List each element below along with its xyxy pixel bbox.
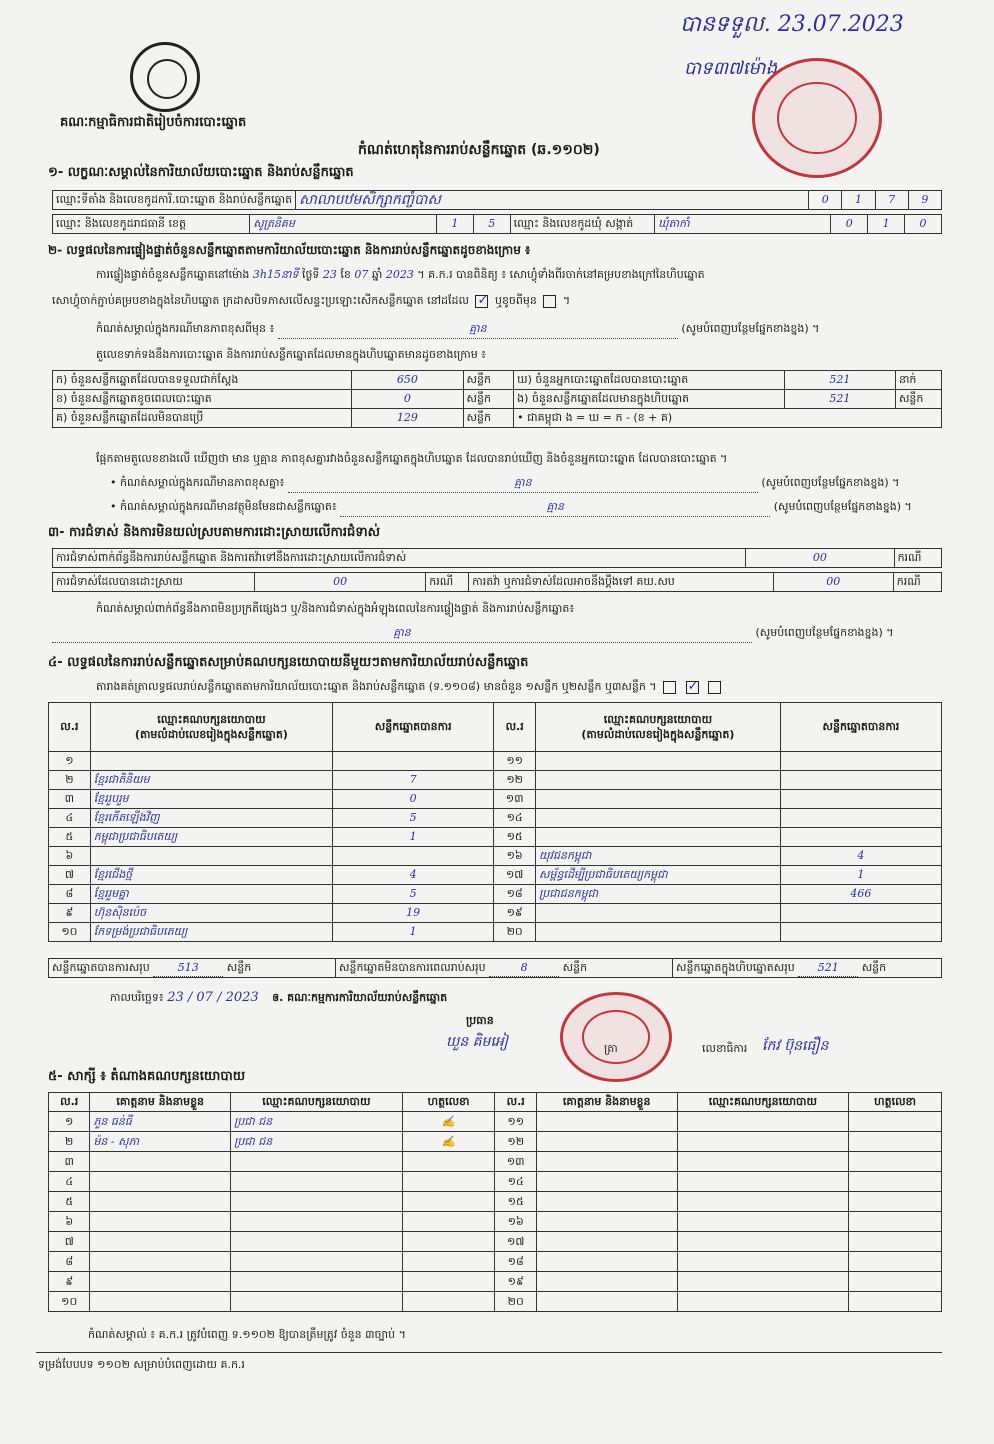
- result-no-right: ១៦: [494, 847, 536, 866]
- verification-line: ការផ្ទៀងផ្ទាត់ចំនួនសន្លឹកឆ្នោតនៅម៉ោង 3h15នាទី ថ្ងៃទី 23 ខែ 07 ឆ្នាំ 2023 ។ គ.ក.រ បានពិនិត្យ ៖ សោហ្វុំទាំងពីរចាក់នៅគម្របខាងក្រៅនៃហិបឆ្នោត: [96, 268, 705, 281]
- voters-label: ឃ) ចំនួនអ្នកបោះឆ្នោតដែលបានបោះឆ្នោត: [514, 371, 785, 390]
- result-party: [90, 752, 332, 771]
- witness-no: ៦: [49, 1212, 90, 1232]
- result-row: [49, 847, 942, 866]
- commune-code-3: 0: [905, 215, 942, 234]
- witness-row: [49, 1112, 942, 1132]
- two-sheet-checkbox[interactable]: [686, 681, 699, 694]
- difference-note2-line: • កំណត់សម្គាល់ក្នុងករណីមានភាពខុសគ្នា៖ គ្មាន (សូមបំពេញបន្ថែមផ្នែកខាងខ្នង) ។: [110, 476, 940, 493]
- unchanged-checkbox[interactable]: [475, 295, 488, 308]
- witness-name: ម៉ន - សុភា: [90, 1132, 231, 1152]
- witness-no: ២: [49, 1132, 90, 1152]
- result-party: ខ្មែររួមគ្នា: [90, 885, 332, 904]
- witness-signature-right: [849, 1292, 942, 1312]
- witness-no: ៧: [49, 1232, 90, 1252]
- three-sheet-checkbox[interactable]: [708, 681, 721, 694]
- result-no: ៩: [49, 904, 91, 923]
- witness-party-right: [677, 1192, 849, 1212]
- received-date-handwriting: បានទទួល. 23.07.2023: [680, 12, 904, 37]
- witness-party-right: [677, 1212, 849, 1232]
- result-party-right: [536, 904, 781, 923]
- witness-signature-right: [849, 1152, 942, 1172]
- section1-table: [52, 190, 942, 210]
- col-votes-right: សន្លឹកឆ្នោតបានការ: [780, 703, 941, 752]
- section4-heading: ៤- លទ្ធផលនៃការរាប់សន្លឹកឆ្នោតសម្រាប់គណបក្សនយោបាយនីមួយៗតាមការិយាល័យរាប់សន្លឹកឆ្នោត: [48, 655, 529, 670]
- witness-row: [49, 1132, 942, 1152]
- witness-party-right: [677, 1112, 849, 1132]
- result-no: ១: [49, 752, 91, 771]
- in-box-value: 521: [784, 390, 895, 409]
- witness-row: [49, 1272, 942, 1292]
- broken-checkbox[interactable]: [543, 295, 556, 308]
- witness-name-right: [536, 1152, 677, 1172]
- witness-name: [90, 1212, 231, 1232]
- location-value: សាលាបឋមសិក្សាកញ្ចំបាស: [296, 191, 809, 210]
- result-votes: 1: [333, 828, 494, 847]
- commune-code-2: 1: [868, 215, 905, 234]
- result-party: ខ្មែរកើតឡើងវិញ: [90, 809, 332, 828]
- result-votes: 4: [333, 866, 494, 885]
- result-no: ៦: [49, 847, 91, 866]
- witness-name: [90, 1272, 231, 1292]
- witness-no-right: ១២: [495, 1132, 536, 1152]
- witness-row: [49, 1152, 942, 1172]
- witness-no-right: ១៧: [495, 1232, 536, 1252]
- result-no: ៧: [49, 866, 91, 885]
- witness-no: ៣: [49, 1152, 90, 1172]
- total-invalid-cell: សន្លឹកឆ្នោតមិនបានការពេលរាប់សរុប 8 សន្លឹក: [336, 959, 673, 978]
- result-party-right: [536, 771, 781, 790]
- witness-signature-right: [849, 1112, 942, 1132]
- result-party: ខ្មែររួបរួម: [90, 790, 332, 809]
- witness-row: [49, 1212, 942, 1232]
- witness-signature: [402, 1252, 495, 1272]
- result-party: ខ្មែរជើងថ្មី: [90, 866, 332, 885]
- witness-name: [90, 1172, 231, 1192]
- committee-red-stamp-icon: [560, 992, 672, 1082]
- result-row: [49, 866, 942, 885]
- one-sheet-checkbox[interactable]: [663, 681, 676, 694]
- witness-party: [231, 1272, 403, 1292]
- date-line: កាលបរិច្ឆេទ៖ 23 / 07 / 2023 ឲ. គណៈកម្មការការិយាល័យរាប់សន្លឹកឆ្នោត: [110, 990, 448, 1005]
- witness-signature: [402, 1152, 495, 1172]
- witness-no-right: ១៤: [495, 1172, 536, 1192]
- chair-label: ប្រធាន: [466, 1014, 494, 1027]
- result-votes: 1: [333, 923, 494, 942]
- result-votes-right: 1: [780, 866, 941, 885]
- section1-heading: ១- លក្ខណៈសម្គាល់នៃការិយាល័យបោះឆ្នោត និងរាប់សន្លឹកឆ្នោត: [48, 165, 354, 180]
- witness-party: [231, 1252, 403, 1272]
- result-no-right: ១៥: [494, 828, 536, 847]
- witness-name-right: [536, 1192, 677, 1212]
- witness-party: [231, 1212, 403, 1232]
- foreign-object-note-line: • កំណត់សម្គាល់ក្នុងករណីមានវត្ថុមិនមែនជាសន្លឹកឆ្នោត៖ គ្មាន (សូមបំពេញបន្ថែមផ្នែកខាងខ្នង) ។: [110, 500, 940, 517]
- result-row: [49, 752, 942, 771]
- col-no-right: ល.រ: [494, 703, 536, 752]
- result-no-right: ១៨: [494, 885, 536, 904]
- result-party: [90, 847, 332, 866]
- result-votes: 5: [333, 885, 494, 904]
- chair-name: ឃួន គិមអៀ: [446, 1034, 508, 1050]
- province-code-1: 1: [436, 215, 473, 234]
- result-party-right: យុវជនកម្ពុជា: [536, 847, 781, 866]
- section2-heading: ២- លទ្ធផលនៃការផ្ទៀងផ្ទាត់ចំនួនសន្លឹកឆ្នោតតាមការិយាល័យបោះឆ្នោត និងការរាប់សន្លឹកឆ្នោតដូចខាងក្រោម ៖: [48, 243, 531, 257]
- witness-table: ល.រ គោត្តនាម និងនាមខ្លួន ឈ្មោះគណបក្សនយោបាយ ហត្ថលេខា ល.រ គោត្តនាម និងនាមខ្លួន ឈ្មោះគណបក្សនយោបាយ ហត្ថលេខា ១ ភួន ធន់ធី ប្រជា ជន ✍ ១១ ២ ម៉ន - សុភា ប្រជា ជន ✍ ១២ ៣ ១៣ ៤ ១៤ ៥ ១៥ ៦ ១៦ ៧ ១៧ ៨ ១៨ ៩ ១៩ ១០ ២០: [48, 1092, 942, 1312]
- witness-name: [90, 1232, 231, 1252]
- section5-heading: ៥- សាក្សី ៖ តំណាងគណបក្សនយោបាយ: [48, 1069, 246, 1084]
- witness-no-right: ២០: [495, 1292, 536, 1312]
- result-no: ១០: [49, 923, 91, 942]
- result-no-right: ២០: [494, 923, 536, 942]
- totals-table: [48, 958, 942, 978]
- witness-party: [231, 1152, 403, 1172]
- witness-signature-right: [849, 1252, 942, 1272]
- foreign-object-note-value: គ្មាន: [340, 500, 770, 517]
- witness-signature: [402, 1172, 495, 1192]
- witness-party-right: [677, 1132, 849, 1152]
- witness-party: [231, 1172, 403, 1192]
- seal-check-line: សោហ្វុំចាក់ភ្ជាប់គម្របខាងក្នុងនៃហិបឆ្នោត ក្រដាសបិទភាសលើសន្ទះប្រឡោះសើកសន្លឹកឆ្នោត នៅដដែល ✓ ឬខូចពីមុន ។: [52, 294, 942, 310]
- spoiled-label: ខ) ចំនួនសន្លឹកឆ្នោតខូចពេលបោះឆ្នោត: [53, 390, 352, 409]
- verification-year: 2023: [385, 268, 414, 281]
- resolved-label: ការជំទាស់ដែលបានដោះស្រាយ: [53, 573, 255, 592]
- result-party-right: សម្ព័ន្ធដើម្បីប្រជាធិបតេយ្យកម្ពុជា: [536, 866, 781, 885]
- witness-no: ៩: [49, 1272, 90, 1292]
- witness-row: [49, 1292, 942, 1312]
- witness-name-right: [536, 1172, 677, 1192]
- result-party-right: [536, 809, 781, 828]
- unused-value: 129: [352, 409, 463, 428]
- witness-signature-right: [849, 1192, 942, 1212]
- commune-code-1: 0: [831, 215, 868, 234]
- witness-name-right: [536, 1232, 677, 1252]
- result-no: ២: [49, 771, 91, 790]
- sign-mark: ត្រា: [604, 1042, 618, 1055]
- witness-name: [90, 1292, 231, 1312]
- witness-signature: [402, 1232, 495, 1252]
- result-votes-right: [780, 828, 941, 847]
- witness-no: ១: [49, 1112, 90, 1132]
- province-code-2: 5: [473, 215, 510, 234]
- section1-table-row2: [52, 214, 942, 234]
- witness-party-right: [677, 1232, 849, 1252]
- committee-label: ឲ. គណៈកម្មការការិយាល័យរាប់សន្លឹកឆ្នោត: [272, 991, 448, 1004]
- received-time-handwriting: បាទ៣៧ម៉ោង: [684, 58, 777, 79]
- witness-row: [49, 1252, 942, 1272]
- witness-no-right: ១៣: [495, 1152, 536, 1172]
- witness-name-right: [536, 1132, 677, 1152]
- resolved-value: 00: [254, 573, 425, 592]
- section4-intro: តារាងគត់ត្រាលទ្ធផលរាប់សន្លឹកឆ្នោតតាមការិយាល័យបោះឆ្នោត និងរាប់សន្លឹកឆ្នោត (ទ.១១០៨) មានចំនួន ១សន្លឹក ឬ២សន្លឹក ឬ៣សន្លឹក ។ ✓: [96, 680, 946, 696]
- national-election-committee-seal-icon: [130, 42, 200, 112]
- result-votes-right: [780, 752, 941, 771]
- footer-divider: [36, 1352, 942, 1353]
- objections-label: ការជំទាស់ពាក់ព័ន្ធនឹងការរាប់សន្លឹកឆ្នោត និងការតវ៉ាទៅនឹងការដោះស្រាយលើការជំទាស់: [53, 549, 746, 568]
- total-box-cell: សន្លឹកឆ្នោតក្នុងហិបឆ្នោតសរុប 521 សន្លឹក: [673, 959, 942, 978]
- difference-note-line: កំណត់សម្គាល់ក្នុងករណីមានភាពខុសពីមុន ៖ គ្មាន (សូមបំពេញបន្ថែមផ្នែកខាងខ្នង) ។: [96, 322, 946, 339]
- objections-table-row2: ការជំទាស់ដែលបានដោះស្រាយ 00 ករណី ការតវ៉ា ឬការជំទាស់ដែលអាចនឹងប្តឹងទៅ គឃ.សប 00 ករណី: [52, 572, 942, 592]
- difference-note-value: គ្មាន: [278, 322, 678, 339]
- result-votes-right: [780, 790, 941, 809]
- secretary-name: កែវ ប៊ុនធឿន: [762, 1038, 829, 1054]
- witness-signature: [402, 1212, 495, 1232]
- party-results-table: [48, 702, 942, 942]
- received-label: ក) ចំនួនសន្លឹកឆ្នោតដែលបានទទួលជាក់ស្តែង: [53, 371, 352, 390]
- result-no: ៣: [49, 790, 91, 809]
- result-votes-right: [780, 904, 941, 923]
- col-party-right: ឈ្មោះគណបក្សនយោបាយ (តាមលំដាប់លេខរៀងក្នុងសន្លឹកឆ្នោត): [536, 703, 781, 752]
- result-no-right: ១២: [494, 771, 536, 790]
- difference-note2-value: គ្មាន: [288, 476, 758, 493]
- witness-party: [231, 1292, 403, 1312]
- result-votes-right: [780, 923, 941, 942]
- witness-name-right: [536, 1272, 677, 1292]
- verification-month: 07: [354, 268, 369, 281]
- witness-party-right: [677, 1272, 849, 1292]
- witness-name-right: [536, 1112, 677, 1132]
- witness-no-right: ១១: [495, 1112, 536, 1132]
- result-party: ហ៊ុនស៊ិនប៉េច: [90, 904, 332, 923]
- witness-no: ៤: [49, 1172, 90, 1192]
- result-row: [49, 885, 942, 904]
- result-no: ៥: [49, 828, 91, 847]
- result-no-right: ១៩: [494, 904, 536, 923]
- result-row: [49, 828, 942, 847]
- secretary-label: លេខាធិការ: [702, 1042, 748, 1055]
- result-party: កម្ពុជាប្រជាធិបតេយ្យ: [90, 828, 332, 847]
- witness-party: [231, 1232, 403, 1252]
- witness-party: ប្រជា ជន: [231, 1132, 403, 1152]
- result-no-right: ១៧: [494, 866, 536, 885]
- witness-name: ភួន ធន់ធី: [90, 1112, 231, 1132]
- voters-value: 521: [784, 371, 895, 390]
- result-row: [49, 771, 942, 790]
- result-votes-right: 466: [780, 885, 941, 904]
- result-no: ៨: [49, 885, 91, 904]
- result-no: ៤: [49, 809, 91, 828]
- witness-row: [49, 1172, 942, 1192]
- location-code-3: 7: [875, 191, 908, 210]
- result-votes-right: 4: [780, 847, 941, 866]
- province-value: សូត្រនិគម: [250, 215, 437, 234]
- witness-row: [49, 1192, 942, 1212]
- result-votes-right: [780, 771, 941, 790]
- witness-party-right: [677, 1252, 849, 1272]
- verification-time: 3h15នាទី: [252, 268, 299, 281]
- ballot-figures-table: ក) ចំនួនសន្លឹកឆ្នោតដែលបានទទួលជាក់ស្តែង 650 សន្លឹក ឃ) ចំនួនអ្នកបោះឆ្នោតដែលបានបោះឆ្នោត 521 នាក់ ខ) ចំនួនសន្លឹកឆ្នោតខូចពេលបោះឆ្នោត 0 សន្លឹក ង) ចំនួនសន្លឹកឆ្នោតដែលមានក្នុងហិបឆ្នោត 521 សន្លឹក គ) ចំនួនសន្លឹកឆ្នោតដែលមិនបានប្រើ 129 សន្លឹក • ជាគម្ពុជា ង = ឃ = ក - (ខ + គ): [52, 370, 942, 428]
- witness-no: ៨: [49, 1252, 90, 1272]
- result-party: ខ្មែរជាតិនិយម: [90, 771, 332, 790]
- result-party: កែទម្រង់ប្រជាធិបតេយ្យ: [90, 923, 332, 942]
- witness-name-right: [536, 1292, 677, 1312]
- witness-no-right: ១៩: [495, 1272, 536, 1292]
- result-party-right: [536, 790, 781, 809]
- result-row: [49, 809, 942, 828]
- witness-party-right: [677, 1292, 849, 1312]
- witness-row: [49, 1232, 942, 1252]
- date-value: 23 / 07 / 2023: [167, 990, 259, 1005]
- witness-no: ៥: [49, 1192, 90, 1212]
- result-party-right: [536, 752, 781, 771]
- result-votes: [333, 752, 494, 771]
- witness-signature-right: [849, 1172, 942, 1192]
- witness-signature-right: [849, 1132, 942, 1152]
- result-votes-right: [780, 809, 941, 828]
- agency-name: គណៈកម្មាធិការជាតិរៀបចំការបោះឆ្នោត: [60, 115, 247, 130]
- witness-name: [90, 1252, 231, 1272]
- formula-note: • ជាគម្ពុជា ង = ឃ = ក - (ខ + គ): [514, 409, 942, 428]
- witness-signature: [402, 1272, 495, 1292]
- location-code-1: 0: [809, 191, 842, 210]
- irregularity-note-value: គ្មាន: [52, 626, 752, 643]
- witness-no-right: ១៨: [495, 1252, 536, 1272]
- col-party: ឈ្មោះគណបក្សនយោបាយ (តាមលំដាប់លេខរៀងក្នុងសន្លឹកឆ្នោត): [90, 703, 332, 752]
- figures-intro: តួលេខទាក់ទងនឹងការបោះឆ្នោត និងការរាប់សន្លឹកឆ្នោតដែលមានក្នុងហិបឆ្នោតមានដូចខាងក្រោម ៖: [96, 348, 487, 361]
- total-invalid-value: 8: [489, 960, 559, 977]
- witness-party: [231, 1192, 403, 1212]
- verification-day: 23: [322, 268, 337, 281]
- result-row: [49, 790, 942, 809]
- witness-no: ១០: [49, 1292, 90, 1312]
- witness-name-right: [536, 1252, 677, 1272]
- witness-signature-right: [849, 1272, 942, 1292]
- total-valid-cell: សន្លឹកឆ្នោតបានការសរុប 513 សន្លឹក: [49, 959, 336, 978]
- result-row: [49, 904, 942, 923]
- result-votes: [333, 847, 494, 866]
- appeal-value: 00: [773, 573, 893, 592]
- official-red-stamp-icon: [752, 58, 882, 178]
- in-box-label: ង) ចំនួនសន្លឹកឆ្នោតដែលមានក្នុងហិបឆ្នោត: [514, 390, 785, 409]
- section3-heading: ៣- ការជំទាស់ និងការមិនយល់ស្របតាមការដោះស្រាយលើការជំទាស់: [48, 525, 380, 540]
- col-no: ល.រ: [49, 703, 91, 752]
- witness-party-right: [677, 1172, 849, 1192]
- province-label: ឈ្មោះ និងលេខកូដរាជធានី ខេត្ត: [53, 215, 250, 234]
- col-votes: សន្លឹកឆ្នោតបានការ: [333, 703, 494, 752]
- witness-party: ប្រជា ជន: [231, 1112, 403, 1132]
- irregularity-note-label: កំណត់សម្គាល់ពាក់ព័ន្ធនឹងភាពមិនប្រក្រតីផ្សេងៗ ឬ/និងការជំទាស់ក្នុងអំឡុងពេលនៃការផ្ទៀងផ្ទាត់ និងការរាប់សន្លឹកឆ្នោត៖: [96, 602, 575, 615]
- location-label: ឈ្មោះទីតាំង និងលេខកូដការិ.បោះឆ្នោត និងរាប់សន្លឹកឆ្នោត: [53, 191, 296, 210]
- witness-signature-right: [849, 1212, 942, 1232]
- result-party-right: [536, 828, 781, 847]
- witness-name-right: [536, 1212, 677, 1232]
- result-no-right: ១១: [494, 752, 536, 771]
- location-code-4: 9: [908, 191, 941, 210]
- result-votes: 19: [333, 904, 494, 923]
- witness-party-right: [677, 1152, 849, 1172]
- appeal-label: ការតវ៉ា ឬការជំទាស់ដែលអាចនឹងប្តឹងទៅ គឃ.សប: [469, 573, 774, 592]
- result-party-right: ប្រជាជនកម្ពុជា: [536, 885, 781, 904]
- witness-signature: [402, 1292, 495, 1312]
- form-footer: ទម្រង់បែបបទ ១១០២ សម្រាប់បំពេញដោយ គ.ក.រ: [38, 1358, 245, 1371]
- witness-no-right: ១៦: [495, 1212, 536, 1232]
- compare-line: ផ្អែកតាមតួលេខខាងលើ ឃើញថា មាន ឬគ្មាន ភាពខុសគ្នារវាងចំនួនសន្លឹកឆ្នោតក្នុងហិបឆ្នោត ដែលបានរាប់ឃើញ និងចំនួនអ្នកបោះឆ្នោត ដែលបានបោះឆ្នោត ។: [96, 452, 728, 465]
- witness-signature: ✍: [402, 1112, 495, 1132]
- result-votes: 5: [333, 809, 494, 828]
- result-no-right: ១៣: [494, 790, 536, 809]
- unused-label: គ) ចំនួនសន្លឹកឆ្នោតដែលមិនបានប្រើ: [53, 409, 352, 428]
- received-value: 650: [352, 371, 463, 390]
- witness-name: [90, 1152, 231, 1172]
- total-valid-value: 513: [153, 960, 223, 977]
- witness-signature-right: [849, 1232, 942, 1252]
- witness-signature: ✍: [402, 1132, 495, 1152]
- result-votes: 7: [333, 771, 494, 790]
- witness-name: [90, 1192, 231, 1212]
- irregularity-note-line: គ្មាន (សូមបំពេញបន្ថែមផ្នែកខាងខ្នង) ។: [52, 626, 942, 643]
- spoiled-value: 0: [352, 390, 463, 409]
- result-no-right: ១៤: [494, 809, 536, 828]
- witness-signature: [402, 1192, 495, 1212]
- witness-no-right: ១៥: [495, 1192, 536, 1212]
- footnote: កំណត់សម្គាល់ ៖ គ.ក.រ ត្រូវបំពេញ ទ.១១០២ ឱ្យបានត្រឹមត្រូវ ចំនួន ៣ច្បាប់ ។: [88, 1328, 406, 1341]
- objections-value: 00: [746, 549, 894, 568]
- commune-value: ឃុំតាកាំ: [655, 215, 831, 234]
- page-title: កំណត់ហេតុនៃការរាប់សន្លឹកឆ្នោត (ឆ.១១០២): [358, 142, 600, 158]
- total-box-value: 521: [798, 960, 858, 977]
- result-party-right: [536, 923, 781, 942]
- result-row: [49, 923, 942, 942]
- objections-table: ការជំទាស់ពាក់ព័ន្ធនឹងការរាប់សន្លឹកឆ្នោត និងការតវ៉ាទៅនឹងការដោះស្រាយលើការជំទាស់ 00 ករណី: [52, 548, 942, 568]
- result-votes: 0: [333, 790, 494, 809]
- commune-label: ឈ្មោះ និងលេខកូដឃុំ សង្កាត់: [510, 215, 654, 234]
- location-code-2: 1: [842, 191, 875, 210]
